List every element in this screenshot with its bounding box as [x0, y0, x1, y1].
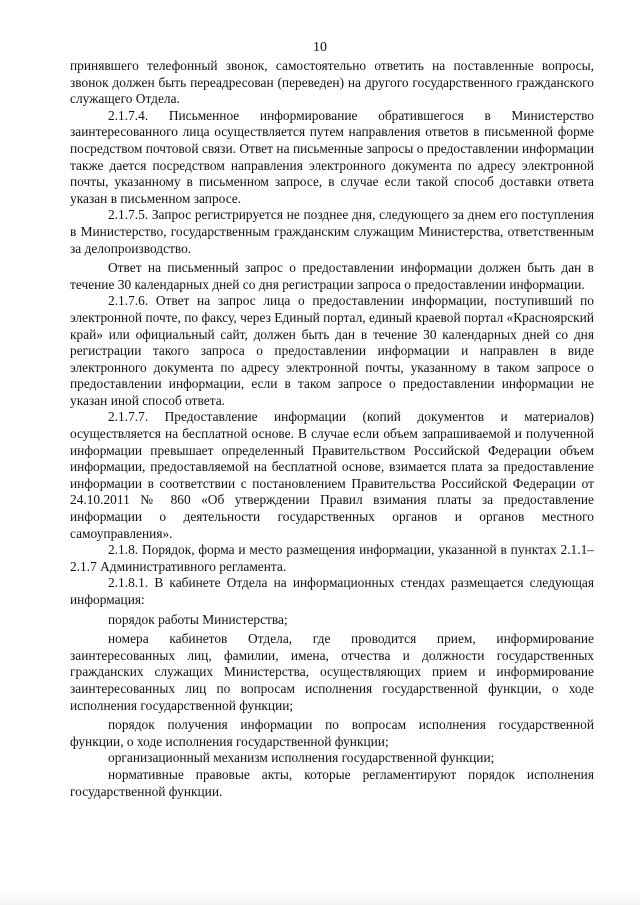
scan-bottom-edge	[0, 891, 640, 905]
page-number: 10	[313, 40, 327, 55]
list-item-organizational-mechanism: организационный механизм исполнения государственной функции;	[108, 750, 495, 766]
paragraph-2-1-8-1: 2.1.8.1. В кабинете Отдела на информационных стендах размещается следующая информация:	[70, 575, 594, 607]
list-item-office-numbers: номера кабинетов Отдела, где проводится прием, информирование заинтересованных лиц, фамилии, имена, отчества и должности государственных гражданских служащих Министерства, осуществляющих прием и информирование заинтересованных лиц по вопросам исполнения государственной функции, о ходе исполнения государственной функции;	[70, 631, 594, 713]
paragraph-2-1-7-6: 2.1.7.6. Ответ на запрос лица о предоставлении информации, поступивший по электронной почте, по факсу, через Единый портал, единый краевой портал «Красноярский край» или официальный сайт, должен быть дан в течение 30 календарных дней со дня регистрации такого запроса о предоставлении информации и направлен в виде электронного документа по адресу электронной почты, указанному в таком запросе о предоставлении информации, если в таком запросе о предоставлении информации не указан иной способ ответа.	[70, 293, 594, 408]
paragraph-continuation: принявшего телефонный звонок, самостоятельно ответить на поставленные вопросы, звонок должен быть переадресован (переведен) на другого государственного гражданского служащего Отдела.	[70, 58, 594, 107]
paragraph-response-deadline: Ответ на письменный запрос о предоставлении информации должен быть дан в течение 30 календарных дней со дня регистрации запроса о предоставлении информации.	[70, 260, 594, 292]
document-body	[70, 58, 594, 800]
list-item-legal-acts: нормативные правовые акты, которые регламентируют порядок исполнения государственной функции.	[70, 766, 594, 799]
paragraph-2-1-7-7: 2.1.7.7. Предоставление информации (копий документов и материалов) осуществляется на бесплатной основе. В случае если объем запрашиваемой и полученной информации превышает определенный Правительством Российской Федерации объем информации, предоставляемой на бесплатной основе, взимается плата за предоставление информации в соответствии с постановлением Правительства Российской Федерации от 24.10.2011 № 860 «Об утверждении Правил взимания платы за предоставление информации о деятельности государственных органов и органов местного самоуправления».	[70, 409, 594, 541]
paragraph-2-1-7-4: 2.1.7.4. Письменное информирование обратившегося в Министерство заинтересованного лица осуществляется путем направления ответов в письменной форме посредством почтовой связи. Ответ на письменные запросы о предоставлении информации также дается посредством направления электронного документа по адресу электронной почты, указанному в письменном запросе, в случае если такой способ доставки ответа указан в письменном запросе.	[70, 107, 594, 206]
paragraph-2-1-7-5: 2.1.7.5. Запрос регистрируется не позднее дня, следующего за днем его поступления в Министерство, государственным гражданским служащим Министерства, ответственным за делопроизводство.	[70, 207, 594, 256]
list-item-information-procedure: порядок получения информации по вопросам исполнения государственной функции, о ходе исполнения государственной функции;	[70, 717, 594, 749]
list-item-work-order: порядок работы Министерства;	[108, 611, 288, 627]
paragraph-2-1-8: 2.1.8. Порядок, форма и место размещения информации, указанной в пунктах 2.1.1–2.1.7 Административного регламента.	[70, 542, 594, 574]
